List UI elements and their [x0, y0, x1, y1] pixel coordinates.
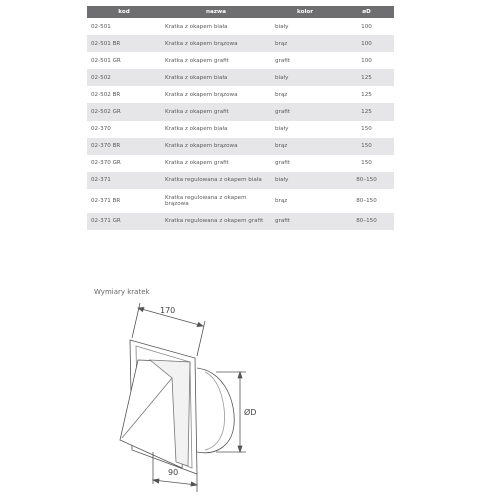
cell-code: 02-501 GR [91, 57, 121, 64]
cell-code: 02-501 [91, 23, 111, 30]
duct-spigot [197, 368, 234, 453]
cell-color: biały [271, 69, 339, 86]
header-name: nazwa [161, 6, 271, 18]
cell-color: brąz [271, 138, 339, 155]
header-size: øD [339, 6, 394, 18]
cell-code: 02-501 BR [87, 35, 161, 52]
cell-name: Kratka regulowana z okapem grafit [161, 213, 271, 230]
dim-label-depth: 90 [168, 468, 179, 477]
cell-size: 150 [361, 126, 372, 133]
cell-size: 100 [339, 35, 394, 52]
cell-code: 02-370 GR [91, 160, 121, 167]
cell-color: brąz [275, 197, 288, 204]
arrowhead [197, 323, 203, 327]
cell-size: 150 [361, 160, 372, 167]
cell-name: Kratka z okapem brązowa [161, 138, 271, 155]
dim-label-diameter: ØD [244, 408, 257, 417]
cell-size: 80–150 [356, 197, 377, 204]
cell-color: biały [275, 23, 289, 30]
cell-name: Kratka z okapem brązowa [165, 91, 238, 98]
cell-size: 125 [339, 69, 394, 86]
header-color: kolor [271, 6, 339, 18]
cell-code: 02-502 GR [87, 103, 161, 120]
header-code: kod [87, 6, 161, 18]
cell-size: 80–150 [339, 172, 394, 189]
arrowhead [238, 446, 242, 452]
cell-name: Kratka regulowana z okapem brązowa [165, 194, 247, 207]
cell-code: 02-370 [91, 126, 111, 133]
cell-size: 125 [339, 103, 394, 120]
cell-name: Kratka z okapem brązowa [161, 35, 271, 52]
dim-line-depth [153, 480, 197, 485]
cell-code: 02-371 BR [91, 197, 121, 204]
cell-size: 100 [361, 57, 372, 64]
cell-size: 125 [361, 91, 372, 98]
cell-size: 100 [361, 23, 372, 30]
cell-color: biały [275, 126, 289, 133]
cell-code: 02-370 BR [87, 138, 161, 155]
cell-name: Kratka regulowana z okapem biała [161, 172, 271, 189]
drawing-title: Wymiary kratek [94, 288, 150, 296]
cell-color: brąz [271, 35, 339, 52]
cell-color: biały [271, 172, 339, 189]
cell-color: brąz [275, 91, 288, 98]
cell-size: 80–150 [339, 213, 394, 230]
cell-name: Kratka z okapem biała [161, 69, 271, 86]
cell-code: 02-502 [87, 69, 161, 86]
cell-code: 02-371 GR [87, 213, 161, 230]
arrowhead [191, 482, 197, 486]
cell-color: grafit [275, 160, 290, 167]
cell-name: Kratka z okapem grafit [165, 57, 229, 64]
cell-code: 02-371 [87, 172, 161, 189]
arrowhead [153, 479, 159, 483]
cell-name: Kratka z okapem grafit [165, 160, 229, 167]
arrowhead [238, 372, 242, 378]
cell-code: 02-502 BR [91, 91, 121, 98]
dim-label-width: 170 [160, 306, 176, 315]
cell-color: grafit [271, 213, 339, 230]
cell-name: Kratka z okapem biała [165, 126, 228, 133]
cell-size: 150 [339, 138, 394, 155]
cell-color: grafit [271, 103, 339, 120]
cell-color: grafit [275, 57, 290, 64]
cell-name: Kratka z okapem biała [165, 23, 228, 30]
cell-name: Kratka z okapem grafit [161, 103, 271, 120]
